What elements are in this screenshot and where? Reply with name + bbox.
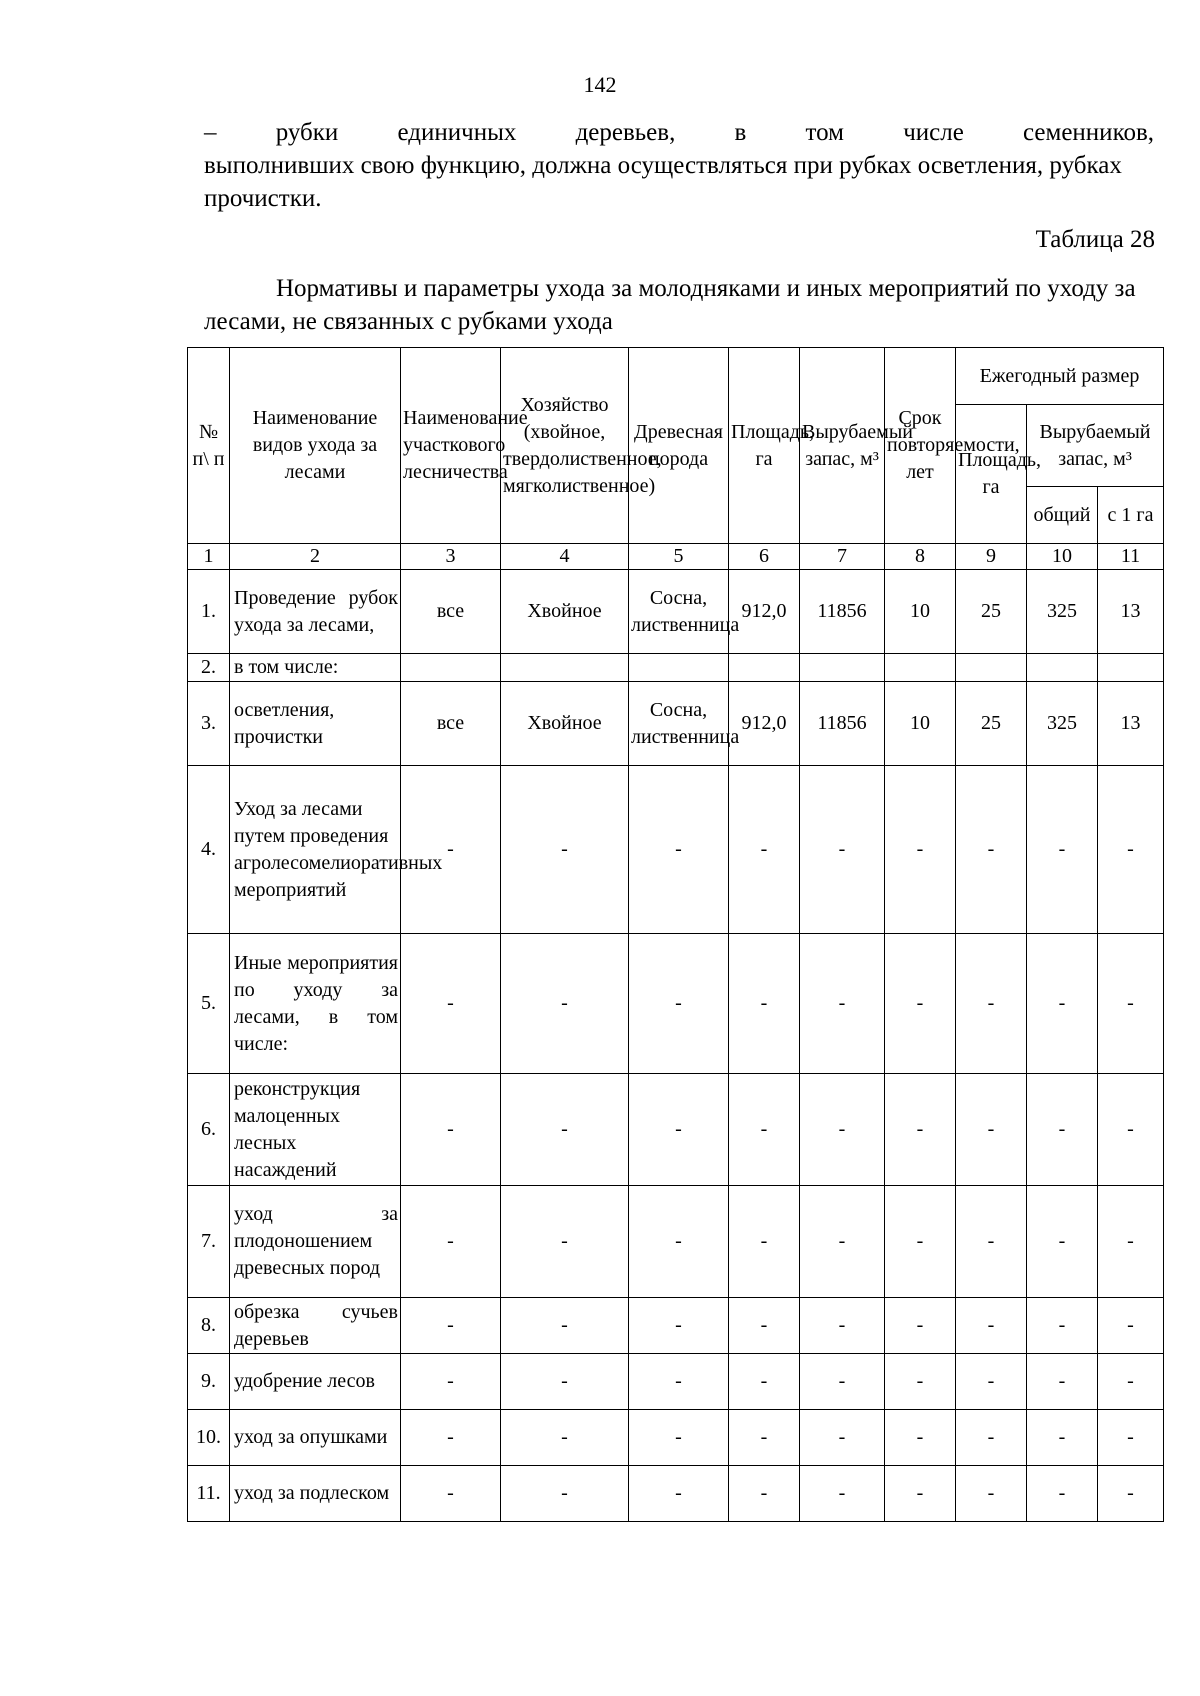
- row-num: 9.: [188, 1354, 230, 1410]
- table-row: [188, 1186, 1164, 1298]
- header-annual-area: Площадь, га: [956, 405, 1027, 544]
- header-stock: Вырубаемый запас, м³: [800, 348, 885, 544]
- row-species: -: [629, 1186, 729, 1298]
- column-number: 1: [188, 544, 230, 570]
- row-stock: -: [800, 766, 885, 934]
- row-num: 6.: [188, 1074, 230, 1186]
- column-number: 10: [1027, 544, 1098, 570]
- table-row: [188, 1354, 1164, 1410]
- row-name: Проведение рубок ухода за лесами,: [230, 570, 401, 654]
- row-annual-area: 25: [956, 682, 1027, 766]
- row-annual-area: -: [956, 934, 1027, 1074]
- row-period: -: [885, 1298, 956, 1354]
- row-forestry: все: [401, 570, 501, 654]
- row-total: -: [1027, 1354, 1098, 1410]
- row-period: 10: [885, 570, 956, 654]
- row-num: 11.: [188, 1466, 230, 1522]
- row-per-ha: -: [1098, 1074, 1164, 1186]
- row-species: [629, 654, 729, 682]
- row-per-ha: [1098, 654, 1164, 682]
- row-annual-area: 25: [956, 570, 1027, 654]
- row-species: -: [629, 766, 729, 934]
- table-caption: Таблица 28: [1035, 226, 1155, 253]
- row-stock: -: [800, 1354, 885, 1410]
- row-area: -: [729, 766, 800, 934]
- table-title-text: Нормативы и параметры ухода за молодняками и иных мероприятий по уходу за лесами, не связанных с рубками ухода: [204, 275, 1136, 335]
- row-period: -: [885, 934, 956, 1074]
- row-total: [1027, 654, 1098, 682]
- row-species: -: [629, 1298, 729, 1354]
- page-number: 142: [583, 72, 617, 97]
- intro-paragraph: [204, 116, 1154, 215]
- row-period: [885, 654, 956, 682]
- row-name: уход за плодоношением древесных пород: [230, 1186, 401, 1298]
- row-annual-area: -: [956, 1466, 1027, 1522]
- row-forestry: -: [401, 1466, 501, 1522]
- row-period: -: [885, 766, 956, 934]
- row-farm: -: [501, 1466, 629, 1522]
- row-forestry: [401, 654, 501, 682]
- row-num: 7.: [188, 1186, 230, 1298]
- header-period: Срок повторяемости, лет: [885, 348, 956, 544]
- column-number: 6: [729, 544, 800, 570]
- row-species: -: [629, 934, 729, 1074]
- row-stock: 11856: [800, 570, 885, 654]
- row-species: Сосна, лиственница: [629, 682, 729, 766]
- row-farm: Хвойное: [501, 570, 629, 654]
- row-farm: -: [501, 934, 629, 1074]
- row-area: -: [729, 1466, 800, 1522]
- row-species: -: [629, 1466, 729, 1522]
- row-species: -: [629, 1074, 729, 1186]
- row-stock: 11856: [800, 682, 885, 766]
- row-per-ha: -: [1098, 1298, 1164, 1354]
- table-row: [188, 1466, 1164, 1522]
- table-row: [188, 1410, 1164, 1466]
- row-forestry: все: [401, 682, 501, 766]
- row-total: -: [1027, 766, 1098, 934]
- header-name: Наименование видов ухода за лесами: [230, 348, 401, 544]
- column-number: 8: [885, 544, 956, 570]
- row-area: -: [729, 1354, 800, 1410]
- row-area: [729, 654, 800, 682]
- row-area: -: [729, 1410, 800, 1466]
- row-num: 5.: [188, 934, 230, 1074]
- row-total: 325: [1027, 570, 1098, 654]
- header-annual-stock: Вырубаемый запас, м³: [1027, 405, 1164, 487]
- row-forestry: -: [401, 1410, 501, 1466]
- row-area: 912,0: [729, 682, 800, 766]
- row-forestry: -: [401, 934, 501, 1074]
- row-farm: -: [501, 1410, 629, 1466]
- row-forestry: -: [401, 1298, 501, 1354]
- row-annual-area: -: [956, 766, 1027, 934]
- row-name: в том числе:: [230, 654, 401, 682]
- row-name: обрезка сучьев деревьев: [230, 1298, 401, 1354]
- row-period: 10: [885, 682, 956, 766]
- row-annual-area: -: [956, 1298, 1027, 1354]
- intro-line-1: – рубки единичных деревьев, в том числе семенников,: [204, 119, 1154, 146]
- row-total: -: [1027, 1186, 1098, 1298]
- column-number: 9: [956, 544, 1027, 570]
- intro-line-2: выполнивших свою функцию, должна осуществляться при рубках осветления, рубках прочистки.: [204, 152, 1122, 212]
- header-num: № п\ п: [188, 348, 230, 544]
- row-forestry: -: [401, 1186, 501, 1298]
- row-period: -: [885, 1410, 956, 1466]
- row-stock: -: [800, 1074, 885, 1186]
- table-row: [188, 570, 1164, 654]
- row-total: -: [1027, 1410, 1098, 1466]
- column-number: 3: [401, 544, 501, 570]
- header-annual-total: общий: [1027, 487, 1098, 544]
- row-total: -: [1027, 934, 1098, 1074]
- row-area: -: [729, 934, 800, 1074]
- row-name: Иные мероприятия по уходу за лесами, в том числе:: [230, 934, 401, 1074]
- column-number: 4: [501, 544, 629, 570]
- header-area: Площадь, га: [729, 348, 800, 544]
- row-area: -: [729, 1298, 800, 1354]
- row-farm: -: [501, 1186, 629, 1298]
- row-num: 10.: [188, 1410, 230, 1466]
- row-name: Уход за лесами путем проведения агролесомелиоративных мероприятий: [230, 766, 401, 934]
- row-name: осветления, прочистки: [230, 682, 401, 766]
- table-row: [188, 1074, 1164, 1186]
- row-total: -: [1027, 1074, 1098, 1186]
- row-per-ha: -: [1098, 766, 1164, 934]
- row-period: -: [885, 1186, 956, 1298]
- row-num: 1.: [188, 570, 230, 654]
- row-period: -: [885, 1466, 956, 1522]
- row-per-ha: -: [1098, 1410, 1164, 1466]
- row-farm: Хвойное: [501, 682, 629, 766]
- row-per-ha: -: [1098, 934, 1164, 1074]
- header-annual: Ежегодный размер: [956, 348, 1164, 405]
- row-period: -: [885, 1354, 956, 1410]
- row-stock: -: [800, 1186, 885, 1298]
- row-total: -: [1027, 1298, 1098, 1354]
- row-farm: -: [501, 766, 629, 934]
- row-area: 912,0: [729, 570, 800, 654]
- row-area: -: [729, 1074, 800, 1186]
- row-name: реконструкция малоценных лесных насаждений: [230, 1074, 401, 1186]
- row-per-ha: -: [1098, 1186, 1164, 1298]
- table-title: [204, 272, 1154, 338]
- row-species: -: [629, 1410, 729, 1466]
- row-per-ha: 13: [1098, 570, 1164, 654]
- header-annual-per-ha: с 1 га: [1098, 487, 1164, 544]
- row-per-ha: -: [1098, 1354, 1164, 1410]
- row-name: уход за опушками: [230, 1410, 401, 1466]
- forest-care-table: [187, 347, 1164, 1522]
- row-farm: -: [501, 1298, 629, 1354]
- row-num: 2.: [188, 654, 230, 682]
- column-number: 5: [629, 544, 729, 570]
- row-stock: -: [800, 1298, 885, 1354]
- row-farm: [501, 654, 629, 682]
- row-area: -: [729, 1186, 800, 1298]
- header-farm: Хозяйство (хвойное, твердолиственное, мягколиственное): [501, 348, 629, 544]
- column-number: 7: [800, 544, 885, 570]
- row-total: 325: [1027, 682, 1098, 766]
- row-species: Сосна, лиственница: [629, 570, 729, 654]
- row-forestry: -: [401, 766, 501, 934]
- column-numbers-row: [188, 544, 1164, 570]
- table-row: [188, 1298, 1164, 1354]
- table-row: [188, 682, 1164, 766]
- row-name: уход за подлеском: [230, 1466, 401, 1522]
- row-species: -: [629, 1354, 729, 1410]
- row-annual-area: -: [956, 1074, 1027, 1186]
- row-name: удобрение лесов: [230, 1354, 401, 1410]
- row-stock: -: [800, 1466, 885, 1522]
- table-row: [188, 934, 1164, 1074]
- row-per-ha: 13: [1098, 682, 1164, 766]
- column-number: 2: [230, 544, 401, 570]
- row-stock: -: [800, 934, 885, 1074]
- table-row: [188, 766, 1164, 934]
- row-annual-area: -: [956, 1410, 1027, 1466]
- row-stock: -: [800, 1410, 885, 1466]
- row-farm: -: [501, 1074, 629, 1186]
- row-per-ha: -: [1098, 1466, 1164, 1522]
- row-num: 3.: [188, 682, 230, 766]
- row-annual-area: [956, 654, 1027, 682]
- row-period: -: [885, 1074, 956, 1186]
- row-farm: -: [501, 1354, 629, 1410]
- header-species: Древесная порода: [629, 348, 729, 544]
- column-number: 11: [1098, 544, 1164, 570]
- row-annual-area: -: [956, 1186, 1027, 1298]
- row-num: 4.: [188, 766, 230, 934]
- row-forestry: -: [401, 1354, 501, 1410]
- row-num: 8.: [188, 1298, 230, 1354]
- row-stock: [800, 654, 885, 682]
- table-row: [188, 654, 1164, 682]
- row-total: -: [1027, 1466, 1098, 1522]
- header-forestry: Наименование участкового лесничества: [401, 348, 501, 544]
- row-forestry: -: [401, 1074, 501, 1186]
- row-annual-area: -: [956, 1354, 1027, 1410]
